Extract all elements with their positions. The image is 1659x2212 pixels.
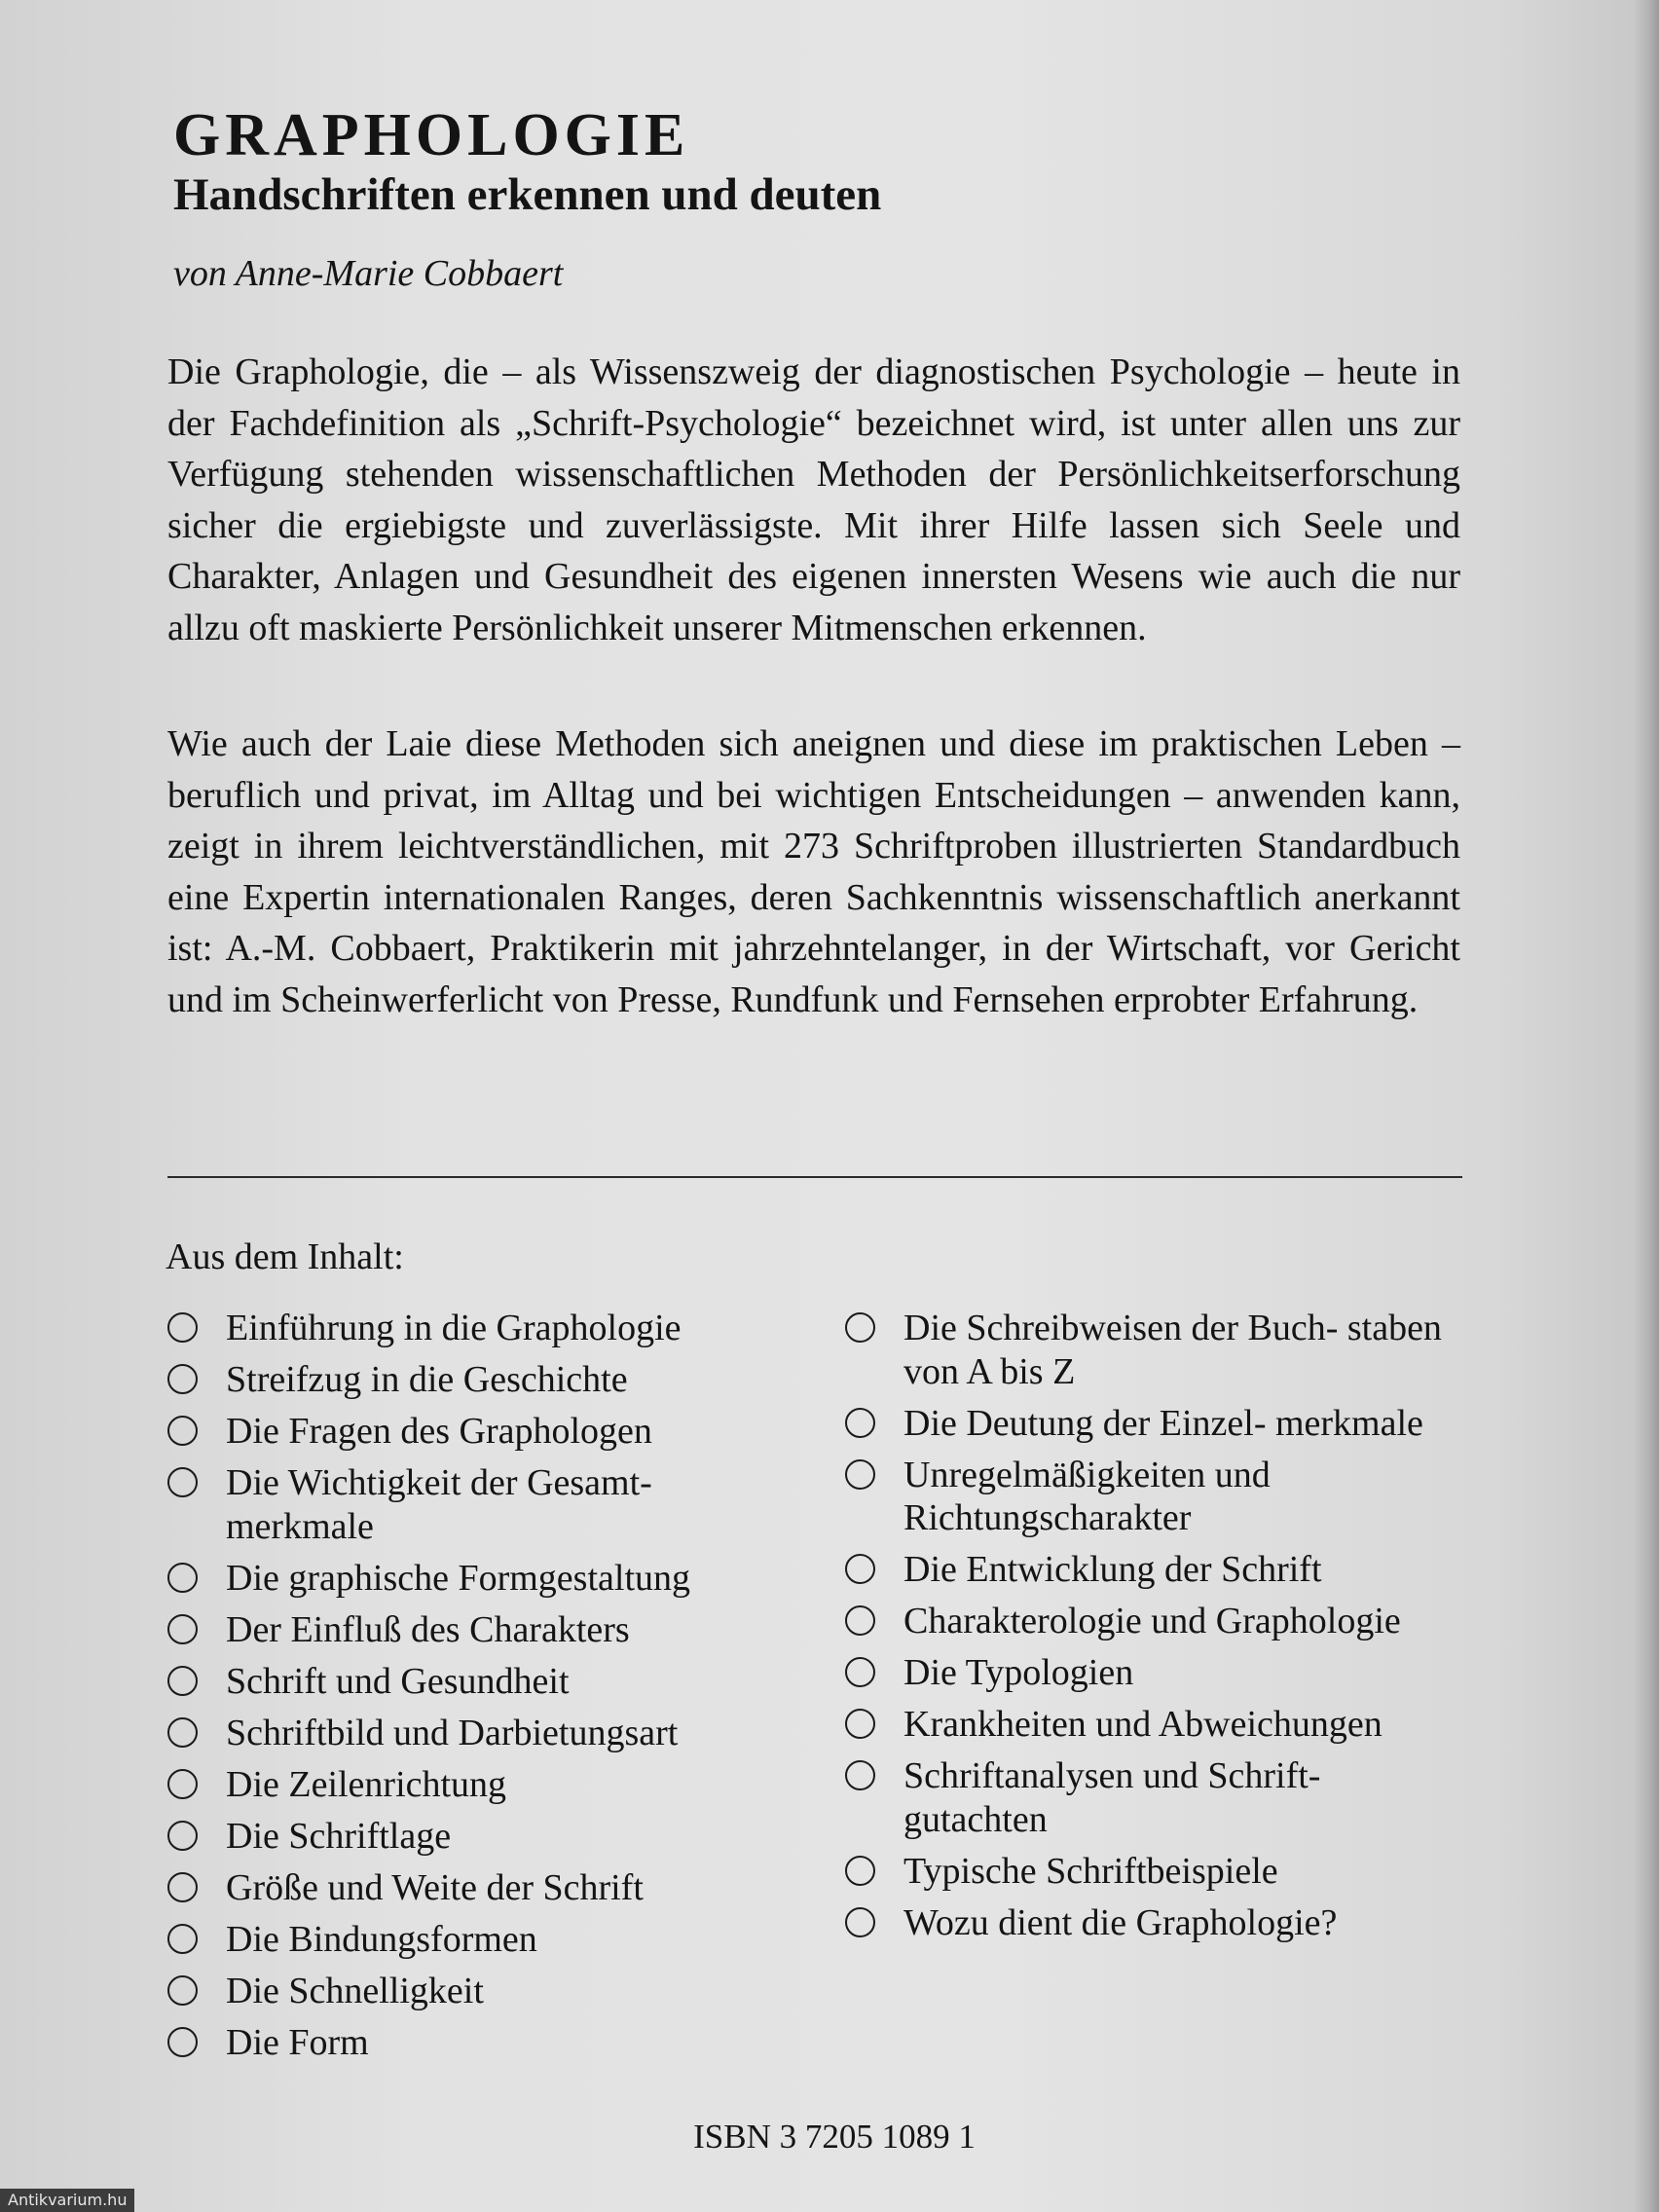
contents-item [166,1608,789,1652]
contents-item-label: Krankheiten und Abweichungen [903,1704,1382,1745]
contents-item [843,1402,1466,1446]
circle-outline-icon [845,1760,875,1790]
circle-outline-icon [167,1416,198,1446]
contents-item [166,1660,789,1704]
page-edge-shadow [1634,0,1659,2212]
contents-list-left [166,1307,789,2073]
circle-outline-icon [845,1312,875,1343]
description-paragraph-2: Wie auch der Laie diese Methoden sich aneignen und diese im praktischen Leben – beruflich und privat, im Alltag und bei wichtigen Entscheidungen – anwenden kann, zeigt in ihrem leichtverständlichen, mit 273 Schriftproben illustrierten Standardbuch eine Expertin internationalen Ranges, deren Sachkenntnis wissenschaftlich anerkannt ist: A.-M. Cobbaert, Praktikerin mit jahrzehntelanger, in der Wirtschaft, vor Gericht und im Scheinwerferlicht von Presse, Rundfunk und Fernsehen erprobter Erfahrung. [167,723,1460,1020]
contents-item [166,1970,789,2013]
contents-item-label: Die Fragen des Graphologen [226,1411,652,1452]
contents-item-label: Die graphische Formgestaltung [226,1557,691,1599]
contents-item-label: Typische Schriftbeispiele [903,1850,1278,1892]
contents-item [843,1307,1466,1393]
isbn: ISBN 3 7205 1089 1 [693,2118,976,2156]
watermark: Antikvarium.hu [0,2189,134,2212]
book-author: von Anne-Marie Cobbaert [173,253,564,294]
contents-item-label: Die Wichtigkeit der Gesamt- merkmale [226,1462,652,1547]
book-title: GRAPHOLOGIE [173,102,690,168]
contents-item [843,1850,1466,1894]
contents-item-label: Die Schriftlage [226,1815,452,1857]
contents-item [166,2021,789,2065]
contents-item-label: Charakterologie und Graphologie [903,1601,1401,1641]
section-divider [167,1176,1462,1178]
contents-item-label: Die Form [226,2021,369,2063]
circle-outline-icon [845,1907,875,1937]
circle-outline-icon [167,1975,198,2006]
circle-outline-icon [167,1924,198,1954]
circle-outline-icon [845,1856,875,1886]
circle-outline-icon [167,1666,198,1696]
contents-item-label: Schriftanalysen und Schrift- gutachten [903,1755,1321,1840]
contents-item [166,1712,789,1755]
circle-outline-icon [167,1717,198,1748]
circle-outline-icon [167,1769,198,1799]
circle-outline-icon [167,1821,198,1851]
contents-item [843,1703,1466,1747]
contents-item-label: Der Einfluß des Charakters [226,1608,630,1650]
contents-list-right [843,1307,1466,1953]
circle-outline-icon [167,2027,198,2057]
contents-item-label: Wozu dient die Graphologie? [903,1901,1338,1943]
contents-item [166,1557,789,1601]
contents-item-label: Streifzug in die Geschichte [226,1359,628,1400]
contents-item [166,1918,789,1962]
circle-outline-icon [845,1657,875,1687]
circle-outline-icon [845,1459,875,1490]
circle-outline-icon [167,1467,198,1497]
contents-heading: Aus dem Inhalt: [166,1236,404,1277]
description-paragraph-1: Die Graphologie, die – als Wissenszweig der diagnostischen Psychologie – heute in der Fachdefinition als „Schrift-Psychologie“ bezeichnet wird, ist unter allen uns zur Verfügung stehenden wissenschaftlichen Methoden der Persönlichkeitserforschung sicher die ergiebigste und zuverlässigste. Mit ihrer Hilfe lassen sich Seele und Charakter, Anlagen und Gesundheit des eigenen innersten Wesens wie auch die nur allzu oft maskierte Persönlichkeit unserer Mitmenschen erkennen. [167,351,1460,648]
contents-item [843,1454,1466,1540]
contents-item-label: Die Typologien [903,1652,1134,1693]
circle-outline-icon [845,1554,875,1584]
circle-outline-icon [167,1312,198,1343]
contents-item [843,1548,1466,1592]
contents-item-label: Die Bindungsformen [226,1918,537,1960]
contents-item-label: Die Schnelligkeit [226,1970,484,2011]
book-subtitle: Handschriften erkennen und deuten [173,169,882,220]
circle-outline-icon [845,1605,875,1636]
circle-outline-icon [167,1872,198,1902]
contents-item-label: Größe und Weite der Schrift [226,1866,644,1908]
contents-item [843,1651,1466,1695]
contents-item-label: Unregelmäßigkeiten und Richtungscharakter [903,1454,1271,1538]
contents-item [166,1763,789,1807]
circle-outline-icon [845,1408,875,1438]
circle-outline-icon [845,1709,875,1739]
contents-item [843,1901,1466,1945]
contents-item-label: Die Deutung der Einzel- merkmale [903,1402,1423,1444]
contents-item [166,1461,789,1548]
contents-item [166,1815,789,1859]
contents-item [166,1358,789,1402]
contents-item-label: Die Zeilenrichtung [226,1763,507,1805]
contents-item-label: Die Schreibweisen der Buch- staben von A bis Z [903,1308,1442,1392]
contents-item [166,1866,789,1910]
contents-item-label: Die Entwicklung der Schrift [903,1549,1322,1590]
circle-outline-icon [167,1364,198,1394]
contents-item-label: Einführung in die Graphologie [226,1308,682,1348]
contents-item-label: Schriftbild und Darbietungsart [226,1712,679,1753]
contents-item-label: Schrift und Gesundheit [226,1660,570,1702]
contents-item [166,1410,789,1454]
contents-item [843,1600,1466,1643]
contents-item [843,1754,1466,1841]
circle-outline-icon [167,1614,198,1644]
circle-outline-icon [167,1563,198,1593]
contents-item [166,1307,789,1350]
